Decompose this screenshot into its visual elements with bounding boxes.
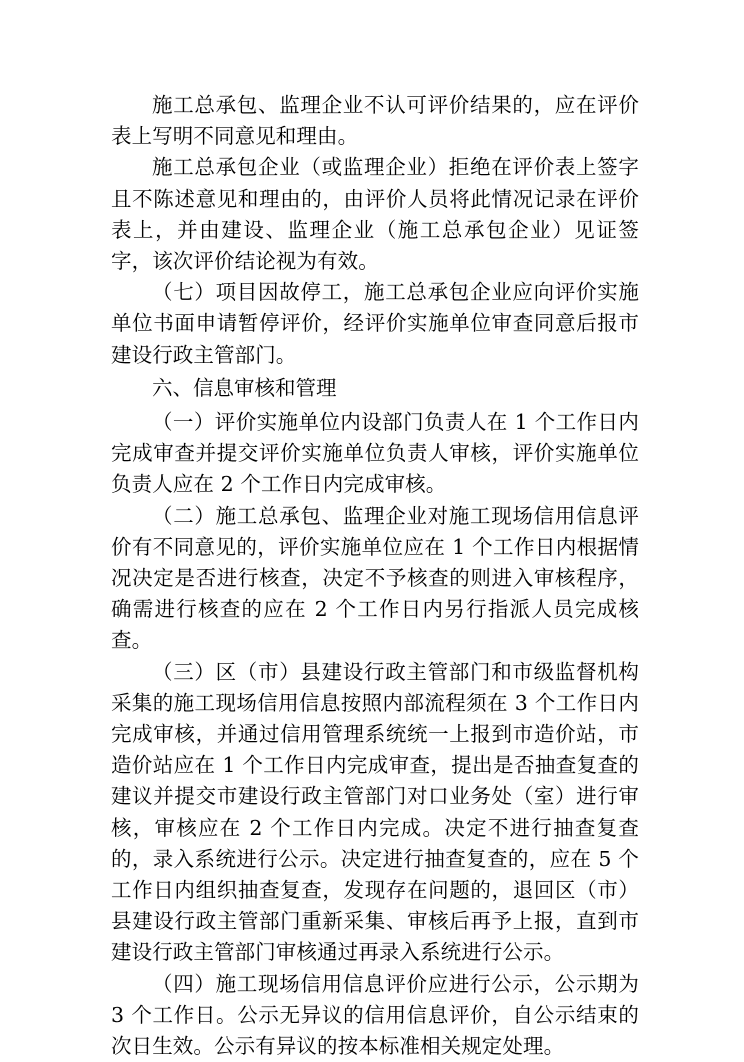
paragraph-item-3: （三）区（市）县建设行政主管部门和市级监督机构采集的施工现场信用信息按照内部流程须在 3 个工作日内完成审核，并通过信用管理系统统一上报到市造价站，市造价站应在 1 个工作日内完成审查，提出是否抽查复查的建议并提交市建设行政主管部门对口业务处（室）进行审核，审核应在 2 个工作日内完成。决定不进行抽查复查的，录入系统进行公示。决定进行抽查复查的，应在 5 个工作日内组织抽查复查，发现存在问题的，退回区（市）县建设行政主管部门重新采集、审核后再予上报，直到市建设行政主管部门审核通过再录入系统进行公示。 xyxy=(111,659,639,965)
section-heading: 六、信息审核和管理 xyxy=(152,375,337,400)
paragraph-item-2: （二）施工总承包、监理企业对施工现场信用信息评价有不同意见的，评价实施单位应在 1 个工作日内根据情况决定是否进行核查，决定不予核查的则进入审核程序，确需进行核查的应在 2 个工作日内另行指派人员完成核查。 xyxy=(111,503,639,653)
document-page xyxy=(111,90,639,1062)
paragraph-refuse-sign: 施工总承包企业（或监理企业）拒绝在评价表上签字且不陈述意见和理由的，由评价人员将此情况记录在评价表上，并由建设、监理企业（施工总承包企业）见证签字，该次评价结论视为有效。 xyxy=(111,155,639,274)
paragraph-project-suspension: （七）项目因故停工，施工总承包企业应向评价实施单位书面申请暂停评价，经评价实施单位审查同意后报市建设行政主管部门。 xyxy=(111,280,639,367)
paragraph-item-4: （四）施工现场信用信息评价应进行公示，公示期为 3 个工作日。公示无异议的信用信息评价，自公示结束的次日生效。公示有异议的按本标准相关规定处理。 xyxy=(111,971,639,1059)
paragraph-disagree-result: 施工总承包、监理企业不认可评价结果的，应在评价表上写明不同意见和理由。 xyxy=(111,93,639,149)
paragraph-item-1: （一）评价实施单位内设部门负责人在 1 个工作日内完成审查并提交评价实施单位负责人审核，评价实施单位负责人应在 2 个工作日内完成审核。 xyxy=(111,410,639,497)
